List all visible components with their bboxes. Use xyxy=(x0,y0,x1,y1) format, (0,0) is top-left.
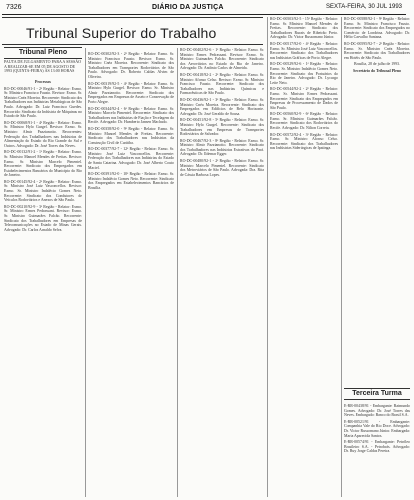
session-notice: PAUTA DE JULGAMENTO PARA A SESSÃO A REALIZAR-SE EM 05 DE AGOSTO DE 1993 (QUINTA-FEIRA) ÀS 13:00 HORAS xyxy=(4,59,81,74)
column-paragraph: E-RR-00521/91 - Embargante: Companhia Vale do Rio Doce. Advogado: Dr. Victor Russomano Júnior. Embargada: Maria Aparecida Santos. xyxy=(344,419,410,438)
column-paragraph: RO-DC-00467/92-3 - 8ª Região - Relator: Exmo. Sr. Ministro Almir Pazzianotto. Recorrente: Sindicato dos Trabalhadores nas Indústrias Extrativas do Pará. Advogado: Dr. Ildemar Egger. xyxy=(180,138,264,157)
column-divider xyxy=(177,48,178,497)
column-paragraph: RO-DC-00391/92-0 - 10ª Região - Relator: Exmo. Sr. Ministro Indalécio Gomes Neto. Recorrente: Sindicato dos Empregados em Estabelecimentos Bancários de Brasília. xyxy=(88,172,174,191)
column-divider xyxy=(267,17,268,497)
column-paragraph: RO-DC-00436/92-1 - 3ª Região - Relator: Exmo. Sr. Ministro Cnéa Moreira. Recorrente: Sindicato dos Empregados em Edifícios de Belo Horizonte. Advogado: Dr. José Geraldo de Sousa. xyxy=(180,97,264,116)
column-paragraph: RO-DC-00529/92-6 - 1ª Região - Relator: Exmo. Sr. Ministro Indalécio Gomes Neto. Recorrente: Sindicato dos Portuários do Rio de Janeiro. Advogado: Dr. Lycurgo Leite Neto. xyxy=(270,62,338,85)
column-paragraph: RO-DC-00595/92-7 - 2ª Região - Relator: Exmo. Sr. Ministro Cnéa Moreira. Recorrente: Sindicato dos Trabalhadores em Hotéis de São Paulo. xyxy=(344,41,410,60)
column-paragraph: RO-DC-00503/92-5 - 15ª Região - Relator: Exmo. Sr. Ministro Manoel Mendes de Freitas. Recorrente: Sindicato dos Trabalhadores Rurais de Ribeirão Preto. Advogado: Dr. Victor Russomano Júnior. xyxy=(270,17,338,40)
column-paragraph: RO-DC-00358/92-0 - 9ª Região - Relator: Exmo. Sr. Ministro Manoel Mendes de Freitas. Recorrente: Sindicato dos Trabalhadores nas Indústrias da Construção Civil de Curitiba. xyxy=(88,126,174,145)
column-paragraph: E-RR-00438/91 - Embargante: Raimundo Gomes. Advogado: Dr. José Torres das Neves. Embargado: Banco do Brasil S.A. xyxy=(344,404,410,418)
column-paragraph: RO-DC-00319/92-5 - 4ª Região - Relator: Exmo. Sr. Ministro Hylo Gurgel. Revisor: Exmo. Sr. Ministro Almir Pazzianotto. Recorrente: Sindicato dos Empregados em Empresas de Asseio e Conservação de Porto Alegre. xyxy=(88,81,174,104)
section-heading-turma: Terceira Turma xyxy=(344,388,410,400)
text-column-4 xyxy=(270,17,338,497)
closing-date: Brasília, 28 de julho de 1993. xyxy=(354,62,400,67)
column-paragraph: RO-DC-00377/92-7 - 12ª Região - Relator: Exmo. Sr. Ministro José Luiz Vasconcellos. Recorrente: Federação dos Trabalhadores nas Indústrias do Estado de Santa Catarina. Advogado: Dr. José Alberto Couto Maciel. xyxy=(88,147,174,170)
column-divider xyxy=(341,17,342,497)
text-column-1 xyxy=(4,80,82,497)
column-paragraph: RO-DC-00210/92-9 - 3ª Região - Relator: Exmo. Sr. Ministro Ermes Pedrassani. Revisor: Exmo. Sr. Ministro Guimarães Falcão. Recorrente: Sindicato dos Trabalhadores em Empresas de Telecomunicações no Estado de Minas Gerais. Advogado: Dr. Carlos Arnaldo Selva. xyxy=(4,204,82,232)
column-paragraph: RO-DC-00402/92-6 - 1ª Região - Relator: Exmo. Sr. Ministro Ermes Pedrassani. Revisor: Exmo. Sr. Ministro Guimarães Falcão. Recorrente: Sindicato dos Aeroviários no Estado do Rio de Janeiro. Advogado: Dr. Antônio Carlos de Almeida. xyxy=(180,48,264,71)
tribunal-title: Tribunal Superior do Trabalho xyxy=(26,25,217,41)
tribunal-title-box xyxy=(2,17,263,45)
column-paragraph: Processos xyxy=(35,80,51,84)
column-paragraph: RO-DC-00480/92-1 - 2ª Região - Relator: Exmo. Sr. Ministro Marcelo Pimentel. Recorrente: Sindicato dos Metroviários de São Paulo. Advogada: Dra. Rita de Cássia Barbosa Lopes. xyxy=(180,159,264,177)
column-paragraph: RO-DC-00588/92-1 - 9ª Região - Relator: Exmo. Sr. Ministro Francisco Fausto. Recorrente: Sindicato dos Empregados no Comércio de Londrina. Advogado: Dr. Hélio Carvalho Santana. xyxy=(344,17,410,40)
signature-title: Secretário do Tribunal Pleno xyxy=(353,68,401,73)
column-paragraph: RO-DC-00572/92-4 - 3ª Região - Relator: Exmo. Sr. Ministro Afonso Celso. Recorrente: Sindicato dos Trabalhadores nas Indústrias Siderúrgicas de Ipatinga. xyxy=(270,132,338,151)
text-column-5 xyxy=(344,17,410,385)
column-paragraph: RO-DC-00418/92-2 - 2ª Região - Relator: Exmo. Sr. Ministro Afonso Celso. Revisor: Exmo. Sr. Ministro Francisco Fausto. Recorrente: Sindicato dos Trabalhadores nas Indústrias Químicas e Farmacêuticas de São Paulo. xyxy=(180,72,264,96)
column-paragraph: RO-DC-00344/92-4 - 6ª Região - Relator: Exmo. Sr. Ministro Marcelo Pimentel. Recorrente: Sindicato dos Trabalhadores nas Indústrias de Fiação e Tecelagem do Recife. Advogado: Dr. Humberto Jansen Machado. xyxy=(88,106,174,125)
column-paragraph: RO-DC-00145/92-4 - 2ª Região - Relator: Exmo. Sr. Ministro José Luiz Vasconcellos. Revisor: Exmo. Sr. Ministro Indalécio Gomes Neto. Recorrente: Sindicato dos Condutores de Veículos Rodoviários e Anexos de São Paulo. xyxy=(4,179,82,203)
column-paragraph: RO-DC-00560/92-9 - 6ª Região - Relator: Exmo. Sr. Ministro Guimarães Falcão. Recorrente: Sindicato dos Rodoviários do Recife. Advogado: Dr. Nilton Correia. xyxy=(270,112,338,131)
column-paragraph: RO-DC-00517/92-0 - 4ª Região - Relator: Exmo. Sr. Ministro José Luiz Vasconcellos. Recorrente: Sindicato dos Trabalhadores nas Indústrias Gráficas de Porto Alegre. xyxy=(270,41,338,60)
text-column-2 xyxy=(88,52,174,497)
text-column-3 xyxy=(180,48,264,497)
column-paragraph: RO-DC-00132/91-2 - 1ª Região - Relator: Exmo. Sr. Ministro Manoel Mendes de Freitas. Revisor: Exmo. Sr. Ministro Marcelo Pimentel. Recorrente: Sindicato dos Empregados em Estabelecimentos Bancários do Município do Rio de Janeiro. xyxy=(4,150,82,178)
column-paragraph: RO-DC-00068/91-1 - 4ª Região - Relator: Exmo. Sr. Ministro Hylo Gurgel. Revisor: Exmo. Sr. Ministro Almir Pazzianotto. Recorrentes: Federação dos Trabalhadores nas Indústrias de Alimentação do Estado do Rio Grande do Sul e Outros. Advogado: Dr. José Torres das Neves. xyxy=(4,120,82,148)
column-paragraph: RO-DC-00544/92-2 - 2ª Região - Relator: Exmo. Sr. Ministro Ermes Pedrassani. Recorrente: Sindicato dos Empregados em Empresas de Processamento de Dados de São Paulo. xyxy=(270,87,338,110)
header-rule xyxy=(2,14,406,15)
column-paragraph: E-RR-00574/91 - Embargante: Petróleo Brasileiro S.A. - Petrobrás. Advogado: Dr. Ruy Jorge Caldas Pereira. xyxy=(344,440,410,454)
page-number: 7326 xyxy=(6,4,22,11)
column-paragraph: RO-DC-00451/92-8 - 5ª Região - Relator: Exmo. Sr. Ministro Hylo Gurgel. Recorrente: Sindicato dos Trabalhadores em Empresas de Transportes Rodoviários de Salvador. xyxy=(180,118,264,137)
column-divider xyxy=(85,48,86,497)
column-paragraph: RO-DC-00302/92-3 - 2ª Região - Relator: Exmo. Sr. Ministro Francisco Fausto. Revisor: Exmo. Sr. Ministro Cnéa Moreira. Recorrente: Sindicato dos Trabalhadores em Transportes Rodoviários de São Paulo. Advogado: Dr. Roberto Caldas Alvim de Oliveira. xyxy=(88,52,174,79)
journal-title: DIÁRIO DA JUSTIÇA xyxy=(152,4,224,11)
section-heading-pleno: Tribunal Pleno xyxy=(4,47,82,59)
issue-date: SEXTA-FEIRA, 30 JUL 1993 xyxy=(325,4,402,10)
text-column-5-turma xyxy=(344,404,410,497)
column-paragraph: RO-DC-00046/91-1 - 2ª Região - Relator: Exmo. Sr. Ministro Francisco Fausto. Revisor: Exmo. Sr. Ministro Cnéa Moreira. Recorrente: Sindicato dos Trabalhadores nas Indústrias Metalúrgicas de São Paulo. Advogado: Dr. Luiz Francisco Guedes. Recorrido: Sindicato da Indústria de Máquinas no Estado de São Paulo. xyxy=(4,86,82,119)
